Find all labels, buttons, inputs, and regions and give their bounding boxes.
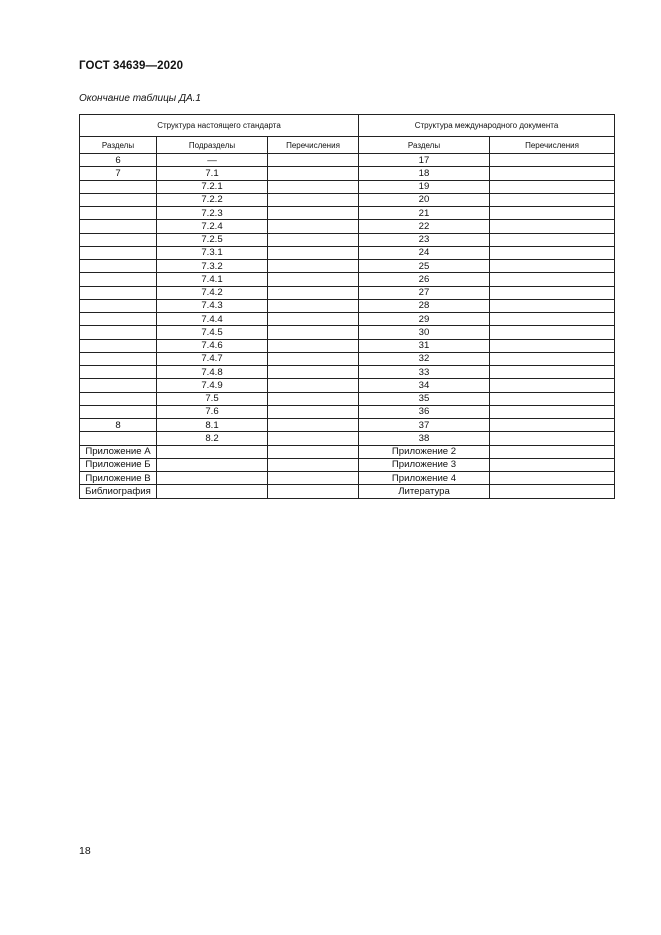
table-row bbox=[80, 326, 615, 339]
table-cell: 25 bbox=[359, 260, 490, 273]
table-row bbox=[80, 207, 615, 220]
table-cell: 30 bbox=[359, 326, 490, 339]
table-row bbox=[80, 313, 615, 326]
table-cell bbox=[268, 246, 359, 259]
table-row bbox=[80, 180, 615, 193]
table-row bbox=[80, 379, 615, 392]
table-row bbox=[80, 260, 615, 273]
table-cell bbox=[490, 352, 615, 365]
table-cell bbox=[268, 286, 359, 299]
table-cell bbox=[80, 432, 157, 445]
table-row bbox=[80, 339, 615, 352]
table-row bbox=[80, 299, 615, 312]
table-cell bbox=[268, 220, 359, 233]
table-cell: 7.4.3 bbox=[157, 299, 268, 312]
table-cell bbox=[490, 445, 615, 458]
table-cell: 38 bbox=[359, 432, 490, 445]
table-cell bbox=[80, 246, 157, 259]
table-cell: 7.4.2 bbox=[157, 286, 268, 299]
table-cell bbox=[490, 207, 615, 220]
table-row bbox=[80, 445, 615, 458]
table-cell: 7.3.1 bbox=[157, 246, 268, 259]
table-row bbox=[80, 286, 615, 299]
table-row bbox=[80, 246, 615, 259]
table-cell bbox=[80, 339, 157, 352]
table-cell: 18 bbox=[359, 167, 490, 180]
table-cell bbox=[490, 366, 615, 379]
table-cell: 7.2.3 bbox=[157, 207, 268, 220]
table-cell bbox=[268, 313, 359, 326]
table-cell bbox=[490, 286, 615, 299]
table-cell bbox=[268, 180, 359, 193]
table-cell bbox=[490, 313, 615, 326]
table-cell: 35 bbox=[359, 392, 490, 405]
table-cell bbox=[80, 207, 157, 220]
table-row bbox=[80, 432, 615, 445]
table-row bbox=[80, 193, 615, 206]
table-cell: Приложение Б bbox=[80, 458, 157, 471]
table-cell bbox=[490, 246, 615, 259]
table-cell bbox=[490, 405, 615, 418]
table-cell bbox=[157, 472, 268, 485]
table-cell bbox=[268, 167, 359, 180]
table-cell bbox=[80, 379, 157, 392]
table-row bbox=[80, 419, 615, 432]
table-cell bbox=[157, 485, 268, 498]
table-row bbox=[80, 352, 615, 365]
table-cell: 6 bbox=[80, 154, 157, 167]
table-cell: 7.3.2 bbox=[157, 260, 268, 273]
table-cell: 7.4.5 bbox=[157, 326, 268, 339]
table-cell bbox=[80, 180, 157, 193]
group-header-international-document: Структура международного документа bbox=[359, 115, 615, 137]
table-cell: 7.1 bbox=[157, 167, 268, 180]
table-cell: Библиография bbox=[80, 485, 157, 498]
table-cell bbox=[80, 326, 157, 339]
table-cell bbox=[268, 472, 359, 485]
table-caption: Окончание таблицы ДА.1 bbox=[79, 93, 201, 104]
table-cell bbox=[268, 339, 359, 352]
table-cell bbox=[490, 233, 615, 246]
table-cell bbox=[157, 458, 268, 471]
table-cell: Приложение 4 bbox=[359, 472, 490, 485]
table-cell bbox=[268, 392, 359, 405]
table-cell: Приложение А bbox=[80, 445, 157, 458]
table-cell: 7.2.2 bbox=[157, 193, 268, 206]
table-cell: Приложение 2 bbox=[359, 445, 490, 458]
table-cell: 20 bbox=[359, 193, 490, 206]
table-cell bbox=[157, 445, 268, 458]
table-cell bbox=[268, 379, 359, 392]
table-cell bbox=[490, 392, 615, 405]
table-cell: 8.2 bbox=[157, 432, 268, 445]
table-cell bbox=[268, 419, 359, 432]
table-cell bbox=[490, 260, 615, 273]
table-cell: 7.4.9 bbox=[157, 379, 268, 392]
table-cell: 23 bbox=[359, 233, 490, 246]
page-number: 18 bbox=[79, 845, 91, 857]
table-cell bbox=[490, 154, 615, 167]
table-cell bbox=[268, 326, 359, 339]
table-cell bbox=[490, 458, 615, 471]
table-cell bbox=[80, 286, 157, 299]
table-cell bbox=[490, 339, 615, 352]
table-row bbox=[80, 366, 615, 379]
column-header: Разделы bbox=[359, 137, 490, 154]
table-cell: 8 bbox=[80, 419, 157, 432]
table-row bbox=[80, 458, 615, 471]
table-cell: 7.5 bbox=[157, 392, 268, 405]
table-body bbox=[80, 154, 615, 499]
table-cell: 7.4.7 bbox=[157, 352, 268, 365]
table-cell bbox=[268, 299, 359, 312]
table-row bbox=[80, 167, 615, 180]
table-cell bbox=[80, 366, 157, 379]
table-cell: 32 bbox=[359, 352, 490, 365]
table-cell: 7 bbox=[80, 167, 157, 180]
document-code: ГОСТ 34639—2020 bbox=[79, 60, 184, 72]
table-cell: Приложение 3 bbox=[359, 458, 490, 471]
table-cell bbox=[490, 299, 615, 312]
table-cell bbox=[80, 299, 157, 312]
table-row bbox=[80, 154, 615, 167]
table-cell: 27 bbox=[359, 286, 490, 299]
table-cell: 7.2.4 bbox=[157, 220, 268, 233]
table-cell: 8.1 bbox=[157, 419, 268, 432]
table-cell bbox=[268, 154, 359, 167]
table-cell: 33 bbox=[359, 366, 490, 379]
table-cell: 37 bbox=[359, 419, 490, 432]
column-header: Перечисления bbox=[268, 137, 359, 154]
table-row bbox=[80, 273, 615, 286]
table-cell: 36 bbox=[359, 405, 490, 418]
table-cell bbox=[490, 485, 615, 498]
table-cell: 7.2.5 bbox=[157, 233, 268, 246]
table-cell bbox=[80, 273, 157, 286]
table-cell bbox=[490, 193, 615, 206]
table-cell bbox=[268, 233, 359, 246]
table-cell: 7.4.1 bbox=[157, 273, 268, 286]
structure-comparison-table bbox=[79, 114, 615, 499]
table-cell bbox=[490, 432, 615, 445]
table-cell bbox=[80, 193, 157, 206]
table-cell: 7.4.8 bbox=[157, 366, 268, 379]
table-row bbox=[80, 392, 615, 405]
table-row bbox=[80, 405, 615, 418]
table-cell: Приложение В bbox=[80, 472, 157, 485]
table-cell bbox=[80, 405, 157, 418]
table-cell: 7.4.4 bbox=[157, 313, 268, 326]
column-header: Перечисления bbox=[490, 137, 615, 154]
table-cell bbox=[80, 392, 157, 405]
column-header: Подразделы bbox=[157, 137, 268, 154]
table-cell bbox=[268, 207, 359, 220]
table-cell: 21 bbox=[359, 207, 490, 220]
table-cell bbox=[80, 260, 157, 273]
column-header: Разделы bbox=[80, 137, 157, 154]
group-header-this-standard: Структура настоящего стандарта bbox=[80, 115, 359, 137]
table-cell: 26 bbox=[359, 273, 490, 286]
table-cell bbox=[490, 220, 615, 233]
table-cell: 19 bbox=[359, 180, 490, 193]
table-cell: 22 bbox=[359, 220, 490, 233]
table-cell bbox=[490, 419, 615, 432]
table-cell: 7.2.1 bbox=[157, 180, 268, 193]
table-row bbox=[80, 485, 615, 498]
table-cell bbox=[268, 366, 359, 379]
table-cell: 7.4.6 bbox=[157, 339, 268, 352]
table-cell bbox=[268, 260, 359, 273]
table-cell: 28 bbox=[359, 299, 490, 312]
table-cell bbox=[268, 405, 359, 418]
table-cell bbox=[490, 180, 615, 193]
table-cell bbox=[268, 352, 359, 365]
table-cell bbox=[80, 233, 157, 246]
table-cell bbox=[80, 352, 157, 365]
table-cell bbox=[268, 445, 359, 458]
table-cell bbox=[268, 485, 359, 498]
table-cell: Литература bbox=[359, 485, 490, 498]
table-row bbox=[80, 472, 615, 485]
table-cell bbox=[490, 472, 615, 485]
table-cell bbox=[490, 379, 615, 392]
table-cell bbox=[268, 273, 359, 286]
table-cell: 34 bbox=[359, 379, 490, 392]
table-cell bbox=[268, 193, 359, 206]
table-row bbox=[80, 233, 615, 246]
table-cell bbox=[490, 167, 615, 180]
table-cell: — bbox=[157, 154, 268, 167]
table-cell bbox=[80, 313, 157, 326]
table-cell bbox=[268, 432, 359, 445]
table-cell bbox=[268, 458, 359, 471]
table-cell bbox=[490, 326, 615, 339]
table-cell: 17 bbox=[359, 154, 490, 167]
table-cell bbox=[490, 273, 615, 286]
table-cell: 29 bbox=[359, 313, 490, 326]
table-row bbox=[80, 220, 615, 233]
table-cell: 7.6 bbox=[157, 405, 268, 418]
table-cell: 24 bbox=[359, 246, 490, 259]
table-cell: 31 bbox=[359, 339, 490, 352]
table-cell bbox=[80, 220, 157, 233]
